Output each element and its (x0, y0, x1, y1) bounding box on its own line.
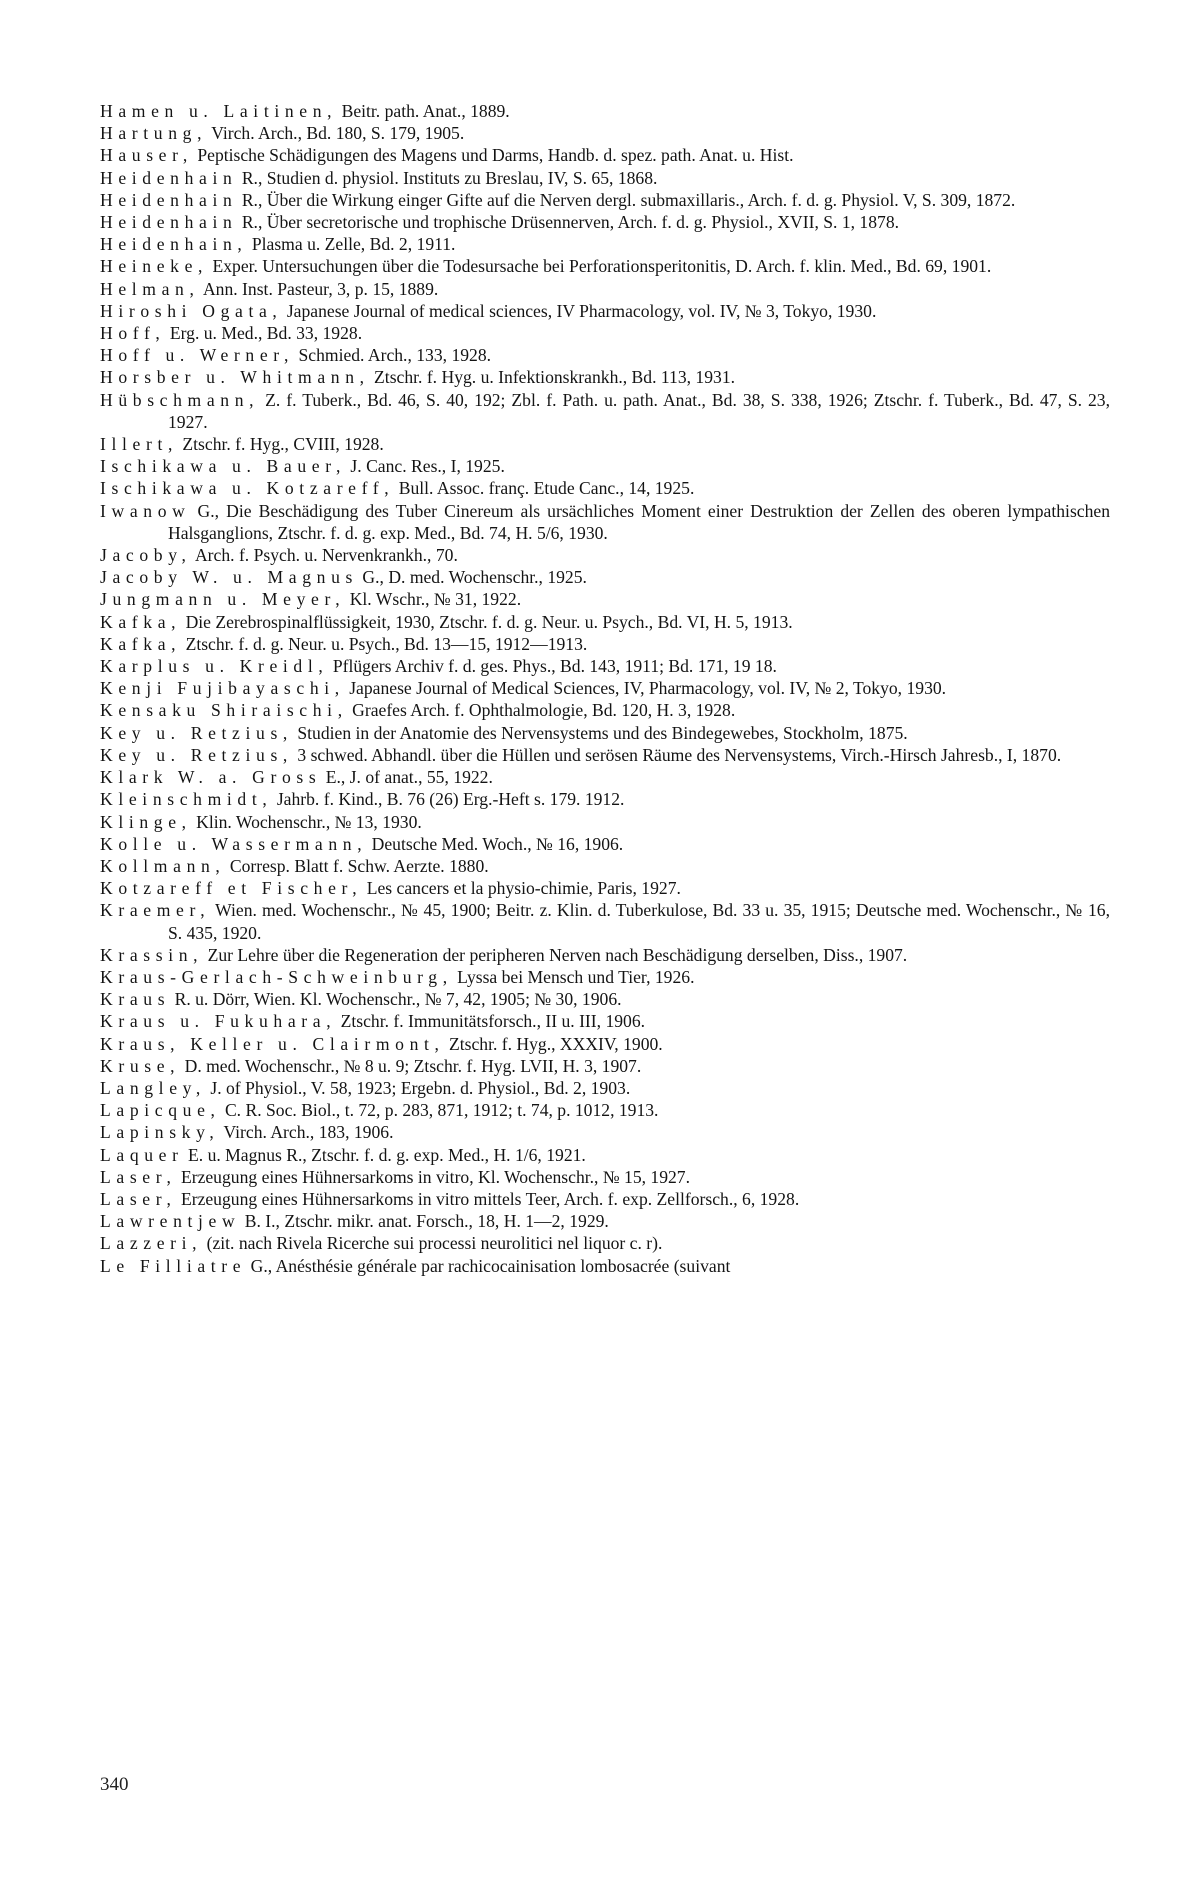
bibliography-entry (100, 677, 1110, 699)
entry-reference: R. u. Dörr, Wien. Kl. Wochenschr., № 7, 42, 1905; № 30, 1906. (170, 989, 622, 1010)
bibliography-entry (100, 1210, 1110, 1232)
entry-author: Jungmann u. Meyer, (100, 589, 346, 610)
entry-author: Laquer (100, 1144, 184, 1165)
bibliography-entry (100, 144, 1110, 166)
page-number: 340 (100, 1774, 129, 1795)
bibliography-entry (100, 1232, 1110, 1254)
entry-author: Laser, (100, 1166, 177, 1187)
entry-author: Hauser, (100, 145, 193, 166)
bibliography-entry (100, 389, 1110, 433)
bibliography-entry (100, 1166, 1110, 1188)
entry-reference: Corresp. Blatt f. Schw. Aerzte. 1880. (225, 855, 489, 876)
bibliography-entry (100, 566, 1110, 588)
bibliography-entry (100, 899, 1110, 943)
entry-author: Kleinschmidt, (100, 789, 273, 810)
bibliography-entry (100, 877, 1110, 899)
bibliography-list (100, 100, 1110, 1277)
bibliography-entry (100, 300, 1110, 322)
entry-author: Hartung, (100, 123, 208, 144)
bibliography-entry (100, 322, 1110, 344)
bibliography-entry (100, 811, 1110, 833)
bibliography-entry (100, 344, 1110, 366)
bibliography-entry (100, 500, 1110, 544)
entry-author: Hübschmann, (100, 389, 260, 410)
entry-author: Kafka, (100, 611, 182, 632)
entry-author: Klark W. a. Gross (100, 767, 322, 788)
entry-author: Hamen u. Laitinen, (100, 101, 338, 121)
bibliography-entry (100, 788, 1110, 810)
bibliography-entry (100, 1010, 1110, 1032)
entry-reference: Ztschr. f. Hyg., XXXIV, 1900. (444, 1033, 663, 1054)
bibliography-entry (100, 944, 1110, 966)
entry-reference: E., J. of anat., 55, 1922. (321, 767, 493, 788)
entry-author: Kraus u. Fukuhara, (100, 1011, 337, 1032)
entry-reference: Erzeugung eines Hühnersarkoms in vitro, Kl. Wochenschr., № 15, 1927. (176, 1166, 691, 1187)
entry-reference: Ztschr. f. Hyg., CVIII, 1928. (178, 434, 384, 455)
entry-reference: C. R. Soc. Biol., t. 72, p. 283, 871, 1912; t. 74, p. 1012, 1913. (220, 1100, 659, 1121)
bibliography-entry (100, 833, 1110, 855)
entry-reference: Wien. med. Wochenschr., № 45, 1900; Beitr. z. Klin. d. Tuberkulose, Bd. 33 u. 35, 1915; Deutsche med. Wochenschr., № 16, S. 435, 1920. (168, 900, 1110, 943)
entry-reference: R., Studien d. physiol. Instituts zu Breslau, IV, S. 65, 1868. (237, 167, 658, 188)
entry-author: Kenji Fujibayaschi, (100, 678, 345, 699)
entry-author: Ischikawa u. Kotzareff, (100, 478, 395, 499)
entry-author: Laser, (100, 1188, 177, 1209)
entry-author: Horsber u. Whitmann, (100, 367, 370, 388)
entry-author: Kraus-Gerlach-Schweinburg, (100, 966, 453, 987)
entry-author: Hoff u. Werner, (100, 345, 295, 366)
entry-author: Key u. Retzius, (100, 722, 293, 743)
bibliography-entry (100, 966, 1110, 988)
entry-reference: Arch. f. Psych. u. Nervenkrankh., 70. (191, 545, 458, 566)
entry-reference: Ztschr. f. d. g. Neur. u. Psych., Bd. 13—15, 1912—1913. (181, 633, 588, 654)
entry-reference: Die Zerebrospinalflüssigkeit, 1930, Ztschr. f. d. g. Neur. u. Psych., Bd. VI, H. 5, 1913. (181, 611, 793, 632)
entry-reference: Zur Lehre über die Regeneration der peripheren Nerven nach Beschädigung derselben, Diss., 1907. (203, 944, 908, 965)
entry-reference: Jahrb. f. Kind., B. 76 (26) Erg.-Heft s. 179. 1912. (272, 789, 625, 810)
entry-reference: 3 schwed. Abhandl. über die Hüllen und serösen Räume des Nervensystems, Virch.-Hirsch Jahresb., I, 1870. (292, 744, 1062, 765)
entry-author: Kraus (100, 989, 171, 1010)
bibliography-entry (100, 1077, 1110, 1099)
bibliography-entry (100, 1144, 1110, 1166)
entry-reference: Japanese Journal of Medical Sciences, IV, Pharmacology, vol. IV, № 2, Tokyo, 1930. (344, 678, 947, 699)
entry-reference: Plasma u. Zelle, Bd. 2, 1911. (247, 234, 456, 255)
entry-author: Kraemer, (100, 900, 211, 921)
bibliography-entry (100, 611, 1110, 633)
bibliography-entry (100, 655, 1110, 677)
entry-reference: Graefes Arch. f. Ophthalmologie, Bd. 120, H. 3, 1928. (347, 700, 736, 721)
entry-reference: G., D. med. Wochenschr., 1925. (358, 567, 587, 588)
entry-reference: Bull. Assoc. franç. Etude Canc., 14, 1925. (394, 478, 695, 499)
bibliography-entry (100, 1255, 1110, 1277)
entry-author: Jacoby, (100, 545, 192, 566)
bibliography-entry (100, 988, 1110, 1010)
entry-reference: R., Über die Wirkung einger Gifte auf die Nerven dergl. submaxillaris., Arch. f. d. g. Physiol. V, S. 309, 1872. (237, 189, 1016, 210)
entry-reference: Virch. Arch., 183, 1906. (219, 1122, 394, 1143)
entry-reference: Deutsche Med. Woch., № 16, 1906. (367, 833, 624, 854)
entry-reference: Japanese Journal of medical sciences, IV Pharmacology, vol. IV, № 3, Tokyo, 1930. (282, 300, 877, 321)
entry-author: Heineke, (100, 256, 209, 277)
entry-reference: Ztschr. f. Immunitätsforsch., II u. III, 1906. (336, 1011, 646, 1032)
bibliography-entry (100, 1121, 1110, 1143)
bibliography-entry (100, 233, 1110, 255)
entry-author: Illert, (100, 434, 179, 455)
entry-reference: Erzeugung eines Hühnersarkoms in vitro mittels Teer, Arch. f. exp. Zellforsch., 6, 1928. (176, 1188, 800, 1209)
entry-reference: B. I., Ztschr. mikr. anat. Forsch., 18, H. 1—2, 1929. (240, 1211, 609, 1232)
bibliography-entry (100, 588, 1110, 610)
entry-reference: J. Canc. Res., I, 1925. (346, 456, 505, 477)
entry-author: Krassin, (100, 944, 204, 965)
entry-author: Kensaku Shiraischi, (100, 700, 348, 721)
bibliography-entry (100, 744, 1110, 766)
entry-reference: Peptische Schädigungen des Magens und Darms, Handb. d. spez. path. Anat. u. Hist. (192, 145, 794, 166)
entry-author: Kollmann, (100, 855, 226, 876)
entry-author: Lapinsky, (100, 1122, 220, 1143)
entry-reference: R., Über secretorische und trophische Drüsennerven, Arch. f. d. g. Physiol., XVII, S. 1, 1878. (237, 212, 900, 233)
entry-reference: Klin. Wochenschr., № 13, 1930. (191, 811, 422, 832)
entry-author: Lazzeri, (100, 1233, 203, 1254)
bibliography-entry (100, 167, 1110, 189)
entry-reference: D. med. Wochenschr., № 8 u. 9; Ztschr. f. Hyg. LVII, H. 3, 1907. (180, 1055, 642, 1076)
entry-author: Key u. Retzius, (100, 744, 293, 765)
bibliography-entry (100, 722, 1110, 744)
entry-reference: Studien in der Anatomie des Nervensystems und des Bindegewebes, Stockholm, 1875. (292, 722, 908, 743)
bibliography-entry (100, 1055, 1110, 1077)
bibliography-entry (100, 189, 1110, 211)
entry-author: Ischikawa u. Bauer, (100, 456, 347, 477)
bibliography-entry (100, 278, 1110, 300)
entry-author: Lawrentjew (100, 1211, 241, 1232)
bibliography-entry (100, 211, 1110, 233)
bibliography-entry (100, 122, 1110, 144)
entry-reference: Schmied. Arch., 133, 1928. (294, 345, 492, 366)
entry-reference: Les cancers et la physio-chimie, Paris, 1927. (362, 878, 681, 899)
entry-reference: Erg. u. Med., Bd. 33, 1928. (165, 323, 363, 344)
entry-author: Hiroshi Ogata, (100, 300, 283, 321)
entry-reference: Z. f. Tuberk., Bd. 46, S. 40, 192; Zbl. f. Path. u. path. Anat., Bd. 38, S. 338, 1926; Ztschr. f. Tuberk., Bd. 47, S. 23, 1927. (168, 389, 1110, 432)
entry-author: Iwanow (100, 500, 191, 521)
entry-author: Klinge, (100, 811, 192, 832)
bibliography-entry (100, 855, 1110, 877)
entry-author: Kotzareff et Fischer, (100, 878, 363, 899)
entry-author: Heidenhain, (100, 234, 248, 255)
entry-reference: Beitr. path. Anat., 1889. (337, 101, 510, 121)
bibliography-entry (100, 1033, 1110, 1055)
bibliography-entry (100, 255, 1110, 277)
entry-reference: G., Anésthésie générale par rachicocainisation lombosacrée (suivant (246, 1255, 731, 1276)
entry-author: Kruse, (100, 1055, 181, 1076)
entry-author: Karplus u. Kreidl, (100, 656, 329, 677)
bibliography-entry (100, 100, 1110, 122)
entry-author: Kraus, Keller u. Clairmont, (100, 1033, 445, 1054)
bibliography-entry (100, 699, 1110, 721)
bibliography-entry (100, 477, 1110, 499)
entry-author: Le Filliatre (100, 1255, 247, 1276)
entry-author: Kafka, (100, 633, 182, 654)
entry-reference: Pflügers Archiv f. d. ges. Phys., Bd. 143, 1911; Bd. 171, 19 18. (328, 656, 777, 677)
entry-author: Hoff, (100, 323, 166, 344)
entry-author: Lapicque, (100, 1100, 221, 1121)
entry-reference: Kl. Wschr., № 31, 1922. (345, 589, 522, 610)
bibliography-entry (100, 1099, 1110, 1121)
bibliography-entry (100, 766, 1110, 788)
bibliography-page (100, 100, 1110, 1277)
entry-author: Kolle u. Wassermann, (100, 833, 368, 854)
entry-reference: J. of Physiol., V. 58, 1923; Ergebn. d. Physiol., Bd. 2, 1903. (205, 1077, 631, 1098)
entry-author: Heidenhain (100, 167, 238, 188)
entry-author: Heidenhain (100, 212, 238, 233)
entry-author: Langley, (100, 1077, 206, 1098)
entry-author: Heidenhain (100, 189, 238, 210)
entry-reference: Lyssa bei Mensch und Tier, 1926. (452, 966, 695, 987)
bibliography-entry (100, 455, 1110, 477)
entry-reference: G., Die Beschädigung des Tuber Cinereum als ursächliches Moment einer Destruktion der Zellen des oberen lympathischen Halsganglions, Ztschr. f. d. g. exp. Med., Bd. 74, H. 5/6, 1930. (168, 500, 1110, 543)
entry-reference: Virch. Arch., Bd. 180, S. 179, 1905. (207, 123, 465, 144)
entry-reference: E. u. Magnus R., Ztschr. f. d. g. exp. Med., H. 1/6, 1921. (183, 1144, 586, 1165)
bibliography-entry (100, 633, 1110, 655)
entry-author: Helman, (100, 278, 200, 299)
entry-reference: (zit. nach Rivela Ricerche sui processi neurolitici nel liquor c. r). (202, 1233, 663, 1254)
bibliography-entry (100, 366, 1110, 388)
entry-author: Jacoby W. u. Magnus (100, 567, 359, 588)
entry-reference: Ann. Inst. Pasteur, 3, p. 15, 1889. (199, 278, 439, 299)
bibliography-entry (100, 544, 1110, 566)
entry-reference: Exper. Untersuchungen über die Todesursache bei Perforationsperitonitis, D. Arch. f. klin. Med., Bd. 69, 1901. (208, 256, 992, 277)
bibliography-entry (100, 1188, 1110, 1210)
entry-reference: Ztschr. f. Hyg. u. Infektionskrankh., Bd. 113, 1931. (369, 367, 736, 388)
bibliography-entry (100, 433, 1110, 455)
